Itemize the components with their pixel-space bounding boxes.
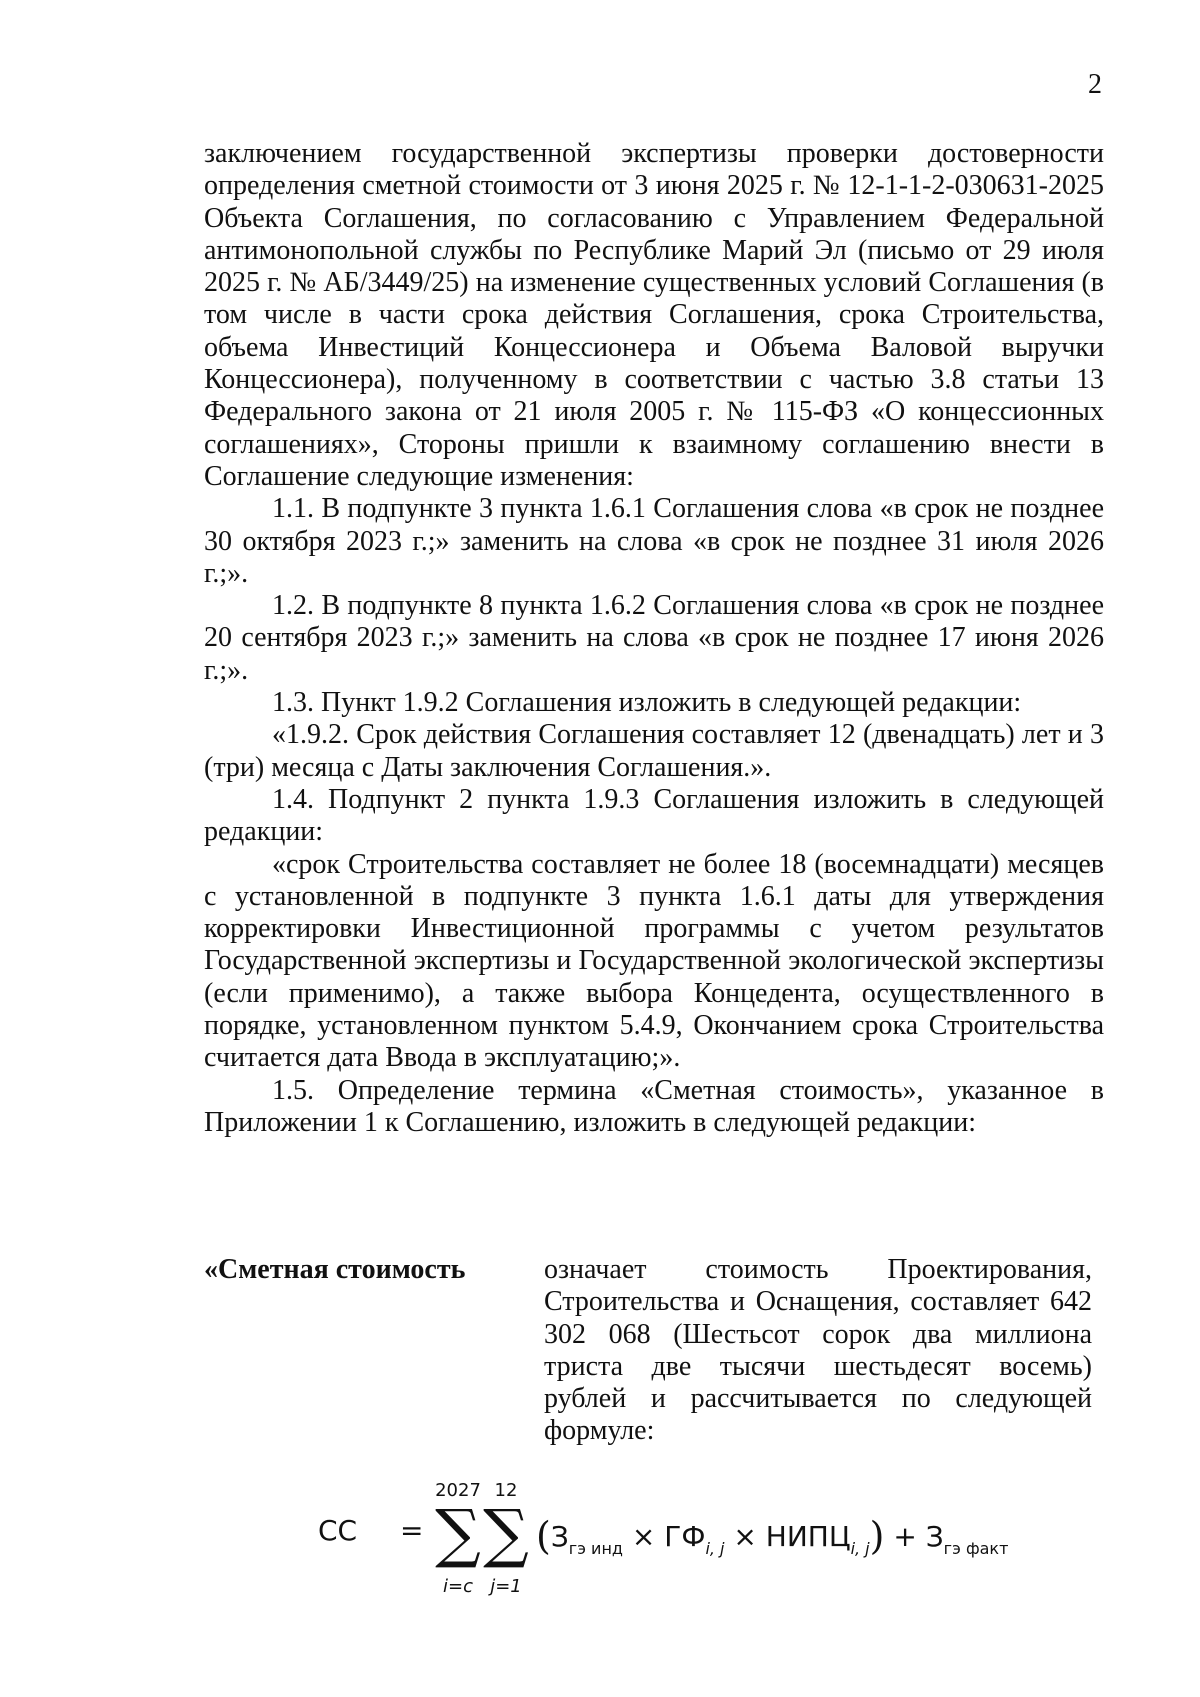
term-z-gei: З (550, 1520, 569, 1553)
plus-sign: + (884, 1520, 926, 1553)
formula-expression (536, 1514, 1008, 1558)
paragraph-1-4: 1.4. Подпункт 2 пункта 1.9.3 Соглашения изложить в следующей редакции: (204, 783, 1104, 848)
paragraph-intro: заключением государственной экспертизы проверки достоверности определения сметной стоимости от 3 июня 2025 г. № 12-1-1-2-030631-2025 Объекта Соглашения, по согласованию с Управлением Федеральной антимонопольной службы по Республике Марий Эл (письмо от 29 июля 2025 г. № АБ/3449/25) на изменение существенных условий Соглашения (в том числе в части срока действия Соглашения, срока Строительства, объема Инвестиций Концессионера и Объема Валовой выручки Концессионера), полученному в соответствии с частью 3.8 статьи 13 Федерального закона от 21 июля 2005 г. № 115-ФЗ «О концессионных соглашениях», Стороны пришли к взаимному соглашению внести в Соглашение следующие изменения: (204, 138, 1104, 492)
paragraph-1-1: 1.1. В подпункте 3 пункта 1.6.1 Соглашения слова «в срок не позднее 30 октября 2023 г.;» заменить на слова «в срок не позднее 31 июля 2026 г.;». (204, 493, 1104, 589)
quote-1-9-2: «1.9.2. Срок действия Соглашения составляет 12 (двенадцать) лет и 3 (три) месяца с Даты заключения Соглашения.». (204, 719, 1104, 783)
definition-text: означает стоимость Проектирования, Строительства и Оснащения, составляет 642 302 068 (Шестьсот сорок два миллиона триста две тысячи шестьдесят восемь) рублей и рассчитывается по следующей формуле: (544, 1254, 1092, 1447)
document-body (204, 138, 1104, 1139)
times-sign: × (622, 1520, 665, 1553)
sum1-lower-limit: i=c (443, 1576, 473, 1597)
sum1-upper-limit: 2027 (435, 1480, 481, 1501)
definition-term: «Сметная стоимость (204, 1254, 466, 1285)
formula-lhs: СС (318, 1514, 358, 1547)
paragraph-1-2: 1.2. В подпункте 8 пункта 1.6.2 Соглашения слова «в срок не позднее 20 сентября 2023 г.;» заменить на слова «в срок не позднее 17 июня 2026 г.;». (204, 590, 1104, 686)
term-nipc-sub: i, j (850, 1539, 870, 1558)
times-sign: × (724, 1520, 766, 1553)
term-gf: ГФ (664, 1520, 706, 1553)
open-paren: ( (536, 1514, 551, 1558)
term-z-gef-sub: гэ факт (943, 1539, 1009, 1558)
term-gf-sub: i, j (705, 1539, 725, 1558)
paragraph-1-5: 1.5. Определение термина «Сметная стоимость», указанное в Приложении 1 к Соглашению, изложить в следующей редакции: (204, 1074, 1104, 1138)
close-paren: ) (869, 1514, 885, 1558)
formula-equals: = (400, 1514, 424, 1547)
quote-construction-term: «срок Строительства составляет не более 18 (восемнадцати) месяцев с установленной в подпункте 3 пункта 1.6.1 даты для утверждения корректировки Инвестиционной программы с учетом результатов Государственной экспертизы и Государственной экологической экспертизы (если применимо), а также выбора Концедента, осуществленного в порядке, установленном пунктом 5.4.9, Окончанием срока Строительства считается дата Ввода в эксплуатацию;». (204, 848, 1104, 1074)
paragraph-1-3: 1.3. Пункт 1.9.2 Соглашения изложить в следующей редакции: (272, 687, 1022, 719)
sum2-lower-limit: j=1 (490, 1576, 522, 1597)
cost-formula (318, 1480, 1018, 1600)
term-nipc: НИПЦ (765, 1520, 851, 1553)
sum2-upper-limit: 12 (494, 1480, 518, 1501)
sigma-symbol: ∑ (435, 1497, 481, 1571)
page-number: 2 (1088, 69, 1102, 100)
sigma-symbol: ∑ (483, 1497, 529, 1571)
term-z-gef: З (925, 1520, 944, 1553)
term-z-gei-sub: гэ инд (568, 1539, 623, 1558)
